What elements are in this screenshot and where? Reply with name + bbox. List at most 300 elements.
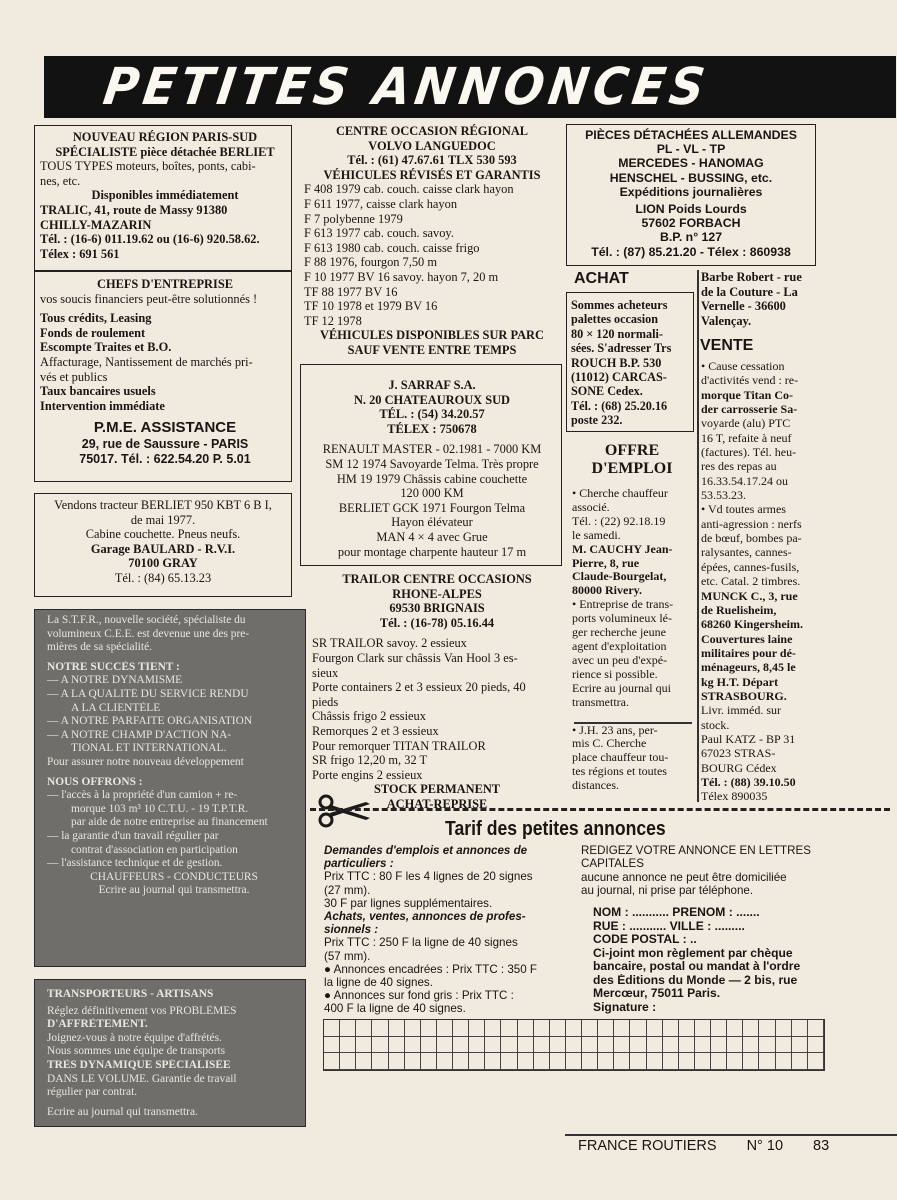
text-line: 80000 Rivery.	[572, 584, 642, 598]
text-line: DANS LE VOLUME. Garantie de travail	[47, 1072, 237, 1085]
text-line: Tél. : (87) 85.21.20 - Télex : 860938	[591, 244, 791, 259]
text-line: kg H.T. Départ	[701, 674, 779, 689]
text-line: 400 F la ligne de 40 signes.	[324, 1002, 466, 1016]
text-line: d'activités vend : re-	[701, 373, 799, 388]
text-line: (57 mm).	[324, 949, 371, 963]
letter-cell[interactable]	[421, 1037, 437, 1054]
text-line: ● Annonces encadrées : Prix TTC : 350 F	[324, 962, 538, 976]
ad-volvo	[304, 124, 560, 358]
text-line: Garage BAULARD - R.V.I.	[90, 541, 236, 556]
letter-cell[interactable]	[389, 1053, 405, 1070]
text-line: M. CAUCHY Jean-	[572, 542, 673, 556]
text-line: Achats, ventes, annonces de profes-	[324, 910, 526, 924]
text-line: de la Couture - La	[701, 284, 798, 299]
text-line: sées. S'adresser Trs	[571, 341, 672, 356]
text-line: REDIGEZ VOTRE ANNONCE EN LETTRES	[581, 844, 811, 857]
text-line: TF 88 1977 BV 16	[304, 284, 398, 299]
letter-cell[interactable]	[630, 1053, 646, 1070]
text-line: LION Poids Lourds	[635, 202, 747, 217]
text-line: CHAUFFEURS - CONDUCTEURS	[90, 870, 258, 883]
text-line: CENTRE OCCASION RÉGIONAL	[335, 124, 529, 138]
issue-number: N° 10	[746, 1138, 784, 1154]
text-line: MAN 4 × 4 avec Grue	[376, 529, 488, 544]
letter-cell[interactable]	[550, 1020, 566, 1037]
text-line: F 7 polybenne 1979	[304, 211, 403, 226]
text-line: F 613 1977 cab. couch. savoy.	[304, 226, 454, 241]
letter-cell[interactable]	[437, 1053, 453, 1070]
text-line: mis C. Cherche	[572, 737, 647, 751]
text-line: régulier par contrat.	[47, 1086, 138, 1099]
text-line: NOUVEAU RÉGION PARIS-SUD	[72, 130, 258, 144]
ad-barbe	[701, 270, 819, 329]
letter-cell[interactable]	[776, 1020, 792, 1037]
text-line: particuliers :	[324, 857, 394, 871]
text-line: Sommes acheteurs	[571, 298, 668, 312]
ad-chefs-text	[40, 277, 290, 467]
letter-cell[interactable]	[324, 1020, 340, 1037]
text-line: Paul KATZ - BP 31	[701, 731, 796, 746]
text-line: PL - VL - TP	[656, 142, 726, 157]
letter-cell[interactable]	[485, 1020, 501, 1037]
text-line: morque Titan Co-	[701, 387, 794, 402]
letter-cell[interactable]	[534, 1020, 550, 1037]
letter-cell[interactable]	[534, 1053, 550, 1070]
text-line: • J.H. 23 ans, per-	[572, 723, 658, 737]
letter-cell[interactable]	[324, 1053, 340, 1070]
text-line: Hayon élévateur	[391, 515, 473, 530]
letter-cell[interactable]	[727, 1037, 743, 1054]
letter-cell[interactable]	[759, 1053, 775, 1070]
text-line: Taux bancaires usuels	[40, 384, 156, 399]
letter-cell[interactable]	[389, 1020, 405, 1037]
text-line: ● Annonces sur fond gris : Prix TTC :	[324, 989, 514, 1003]
text-line: Joignez-vous à notre équipe d'affrétés.	[47, 1031, 222, 1044]
text-line: SM 12 1974 Savoyarde Telma. Très propre	[325, 456, 539, 471]
text-line: B.P. n° 127	[659, 230, 723, 245]
letter-cell[interactable]	[582, 1053, 598, 1070]
text-line: F 613 1980 cab. couch. caisse frigo	[304, 240, 480, 255]
text-line: D'AFFRÈTEMENT.	[47, 1018, 148, 1031]
text-line: BOURG Cédex	[701, 760, 777, 775]
letter-cell[interactable]	[582, 1037, 598, 1054]
text-line: Nous sommes une équipe de transports	[47, 1045, 226, 1058]
page-banner	[44, 56, 896, 118]
letter-cell[interactable]	[808, 1020, 824, 1037]
vente-heading: VENTE	[700, 337, 754, 354]
letter-cell[interactable]	[485, 1053, 501, 1070]
text-line: mières de sa spécialité.	[47, 641, 153, 654]
letter-cell[interactable]	[469, 1037, 485, 1054]
text-line: Tél. : (84) 65.13.23	[114, 570, 212, 585]
text-line: sionnels :	[324, 923, 379, 937]
text-line: Disponibles immédiatement	[91, 188, 239, 203]
letter-cell[interactable]	[711, 1037, 727, 1054]
ad-sarraf-text	[304, 378, 560, 559]
letter-cell[interactable]	[598, 1020, 614, 1037]
text-line: SR TRAILOR savoy. 2 essieux	[312, 636, 467, 651]
text-line: BERLIET GCK 1971 Fourgon Telma	[338, 500, 526, 515]
text-line: Affacturage, Nantissement de marchés pri-	[40, 354, 253, 369]
text-line: Tous crédits, Leasing	[40, 311, 152, 326]
text-line: 57602 FORBACH	[641, 216, 741, 231]
footer-rule	[565, 1134, 897, 1136]
letter-cell[interactable]	[743, 1037, 759, 1054]
letter-cell[interactable]	[808, 1053, 824, 1070]
text-line: J. SARRAF S.A.	[388, 378, 476, 392]
letter-cell[interactable]	[695, 1037, 711, 1054]
text-line: Tél. : (88) 39.10.50	[701, 774, 796, 789]
letter-cell[interactable]	[743, 1053, 759, 1070]
text-line: Vernelle - 36600	[701, 299, 786, 314]
text-line: 29, rue de Saussure - PARIS	[81, 437, 249, 452]
ad-tracteur-text	[38, 498, 288, 586]
text-line: volumineux C.E.E. est devenue une des pre-	[47, 627, 250, 640]
text-line: — A NOTRE DYNAMISME	[47, 674, 183, 687]
letter-cell[interactable]	[647, 1020, 663, 1037]
letter-cell[interactable]	[792, 1020, 808, 1037]
ad-trailor	[312, 572, 562, 812]
text-line: ralysantes, cannes-	[701, 545, 792, 560]
text-line: 68260 Kingersheim.	[701, 617, 803, 632]
ad-vente	[701, 359, 823, 804]
magazine-name: FRANCE ROUTIERS	[578, 1138, 717, 1154]
text-line: 53.53.23.	[701, 488, 746, 503]
letter-cell[interactable]	[711, 1020, 727, 1037]
order-form	[593, 906, 843, 1014]
text-line: anti-agression : nerfs	[701, 516, 802, 531]
text-line: HM 19 1979 Châssis cabine couchette	[336, 471, 528, 486]
text-line: F 408 1979 cab. couch. caisse clark hayon	[304, 182, 514, 197]
text-line: — l'accès à la propriété d'un camion + re-	[47, 789, 238, 802]
text-line: Barbe Robert - rue	[701, 270, 802, 284]
letter-cell[interactable]	[485, 1037, 501, 1054]
letter-cell[interactable]	[679, 1037, 695, 1054]
text-line: 30 F par lignes supplémentaires.	[324, 896, 493, 910]
text-line: Couvertures laine	[701, 631, 793, 646]
letter-cell[interactable]	[695, 1053, 711, 1070]
ad-achat-text	[571, 298, 693, 428]
text-line: MUNCK C., 3, rue	[701, 588, 798, 603]
offre-heading	[572, 442, 692, 478]
text-line: Ci-joint mon règlement par chèque	[593, 946, 793, 960]
text-line: MERCEDES - HANOMAG	[618, 156, 764, 171]
letter-cell[interactable]	[776, 1037, 792, 1054]
text-line: Télex 890035	[701, 789, 768, 804]
text-line: Tél. : (68) 25.20.16	[571, 398, 668, 413]
text-line: 16 T, refaite à neuf	[701, 430, 792, 445]
letter-cell[interactable]	[582, 1020, 598, 1037]
text-line: Fourgon Clark sur châssis Van Hool 3 es-	[312, 650, 518, 665]
text-line: pieds	[312, 694, 339, 709]
text-line: 75017. Tél. : 622.54.20 P. 5.01	[79, 451, 251, 466]
text-line: A LA CLIENTÈLE	[71, 701, 161, 714]
text-line: TIONAL ET INTERNATIONAL.	[71, 742, 227, 755]
letter-cell[interactable]	[372, 1020, 388, 1037]
letter-cell[interactable]	[453, 1053, 469, 1070]
text-line: épées, cannes-fusils,	[701, 559, 800, 574]
letter-grid[interactable]	[323, 1019, 825, 1071]
letter-cell[interactable]	[792, 1037, 808, 1054]
text-line: TOUS TYPES moteurs, boîtes, ponts, cabi-	[40, 159, 256, 174]
letter-cell[interactable]	[356, 1053, 372, 1070]
divider	[574, 722, 692, 724]
letter-cell[interactable]	[405, 1037, 421, 1054]
text-line: transmettra.	[572, 695, 629, 709]
text-line: Porte containers 2 et 3 essieux 20 pieds, 40	[312, 680, 526, 695]
text-line: — A NOTRE PARFAITE ORGANISATION	[47, 715, 253, 728]
text-line: VOLVO LANGUEDOC	[368, 138, 496, 153]
letter-cell[interactable]	[776, 1053, 792, 1070]
letter-cell[interactable]	[437, 1037, 453, 1054]
text-line: ACHAT-REPRISE	[386, 796, 488, 811]
signature-field[interactable]: Signature :	[593, 1000, 657, 1014]
letter-cell[interactable]	[453, 1020, 469, 1037]
text-line: palettes occasion	[571, 312, 658, 327]
text-line: Cabine couchette. Pneus neufs.	[85, 527, 241, 542]
letter-cell[interactable]	[566, 1037, 582, 1054]
text-line: SPÉCIALISTE pièce détachée BERLIET	[55, 144, 275, 159]
text-line: Châssis frigo 2 essieux	[312, 709, 426, 724]
text-line: par aide de notre entreprise au financement	[71, 816, 268, 829]
letter-cell[interactable]	[630, 1037, 646, 1054]
banner-title: PETITES ANNONCES	[99, 58, 713, 117]
letter-cell[interactable]	[711, 1053, 727, 1070]
letter-cell[interactable]	[518, 1053, 534, 1070]
text-line: STOCK PERMANENT	[373, 782, 501, 797]
letter-cell[interactable]	[421, 1053, 437, 1070]
text-line: Demandes d'emplois et annonces de	[324, 844, 528, 857]
text-line: VÉHICULES RÉVISÉS ET GARANTIS	[323, 167, 541, 182]
ad-stfr	[34, 609, 306, 967]
letter-cell[interactable]	[437, 1020, 453, 1037]
letter-cell[interactable]	[534, 1037, 550, 1054]
text-line: ROUCH B.P. 530	[571, 355, 662, 370]
letter-cell[interactable]	[598, 1037, 614, 1054]
text-line: — la garantie d'un travail régulier par	[47, 829, 219, 842]
text-line: ports volumineux lé-	[572, 612, 672, 626]
text-line: Valençay.	[701, 314, 752, 329]
letter-cell[interactable]	[405, 1020, 421, 1037]
text-line: militaires pour dé-	[701, 645, 796, 660]
text-line: NOTRE SUCCÈS TIENT :	[47, 660, 180, 673]
text-line: OFFRE	[604, 442, 660, 459]
text-line: TÉLEX : 750678	[387, 421, 477, 436]
text-line: Tél. : (16-78) 05.16.44	[379, 615, 495, 630]
tarif-instructions	[581, 844, 831, 897]
text-line: Pour remorquer TITAN TRAILOR	[312, 738, 486, 753]
text-line: Remorques 2 et 3 essieux	[312, 723, 439, 738]
text-line: associé.	[572, 500, 610, 514]
text-line: distances.	[572, 779, 619, 793]
letter-cell[interactable]	[792, 1053, 808, 1070]
text-line: SONE Cedex.	[571, 384, 643, 399]
column-divider	[697, 270, 699, 802]
letter-cell[interactable]	[389, 1037, 405, 1054]
text-line: avec un peu d'expé-	[572, 653, 668, 667]
letter-cell[interactable]	[566, 1053, 582, 1070]
text-line: RHONE-ALPES	[392, 586, 482, 601]
name-field[interactable]: NOM : ........... PRENOM : .......	[593, 906, 760, 919]
text-line: — A NOTRE CHAMP D'ACTION NA-	[47, 728, 232, 741]
text-line: TÉL. : (54) 34.20.57	[379, 407, 485, 422]
text-line: de Ruelisheim,	[701, 602, 777, 617]
letter-cell[interactable]	[679, 1020, 695, 1037]
text-line: (factures). Tél. heu-	[701, 445, 797, 460]
letter-cell[interactable]	[518, 1037, 534, 1054]
letter-cell[interactable]	[372, 1053, 388, 1070]
text-line: pour montage charpente hauteur 17 m	[337, 544, 527, 559]
text-line: Fonds de roulement	[40, 325, 146, 340]
letter-cell[interactable]	[469, 1053, 485, 1070]
text-line: Livr. imméd. sur	[701, 703, 781, 718]
text-line: • Cherche chauffeur	[572, 487, 668, 500]
text-line: Ecrire au journal qui transmettra.	[47, 1105, 198, 1118]
text-line: RENAULT MASTER - 02.1981 - 7000 KM	[322, 442, 542, 457]
text-line: contrat d'association en participation	[71, 843, 238, 856]
letter-cell[interactable]	[808, 1037, 824, 1054]
ad-berliet-text	[40, 130, 290, 261]
text-line: 16.33.54.17.24 ou	[701, 473, 788, 488]
text-line: CHILLY-MAZARIN	[40, 217, 152, 232]
letter-cell[interactable]	[663, 1020, 679, 1037]
postcode-field[interactable]: CODE POSTAL : ..	[593, 933, 697, 946]
text-line: Ecrire au journal qui	[572, 681, 671, 695]
tarif-prices	[324, 844, 572, 1016]
letter-cell[interactable]	[614, 1053, 630, 1070]
text-line: SR frigo 12,20 m, 32 T	[312, 753, 428, 768]
letter-cell[interactable]	[695, 1020, 711, 1037]
letter-cell[interactable]	[550, 1037, 566, 1054]
letter-cell[interactable]	[501, 1037, 517, 1054]
text-line: TRAILOR CENTRE OCCASIONS	[342, 572, 532, 586]
text-line: tes régions et toutes	[572, 765, 667, 779]
letter-cell[interactable]	[759, 1037, 775, 1054]
text-line: TRÈS DYNAMIQUE SPÉCIALISÉE	[47, 1058, 231, 1071]
letter-cell[interactable]	[647, 1053, 663, 1070]
letter-cell[interactable]	[727, 1053, 743, 1070]
text-line: TF 12 1978	[304, 313, 362, 328]
text-line: SAUF VENTE ENTRE TEMPS	[347, 342, 517, 357]
text-line: le samedi.	[572, 528, 621, 542]
letter-cell[interactable]	[372, 1037, 388, 1054]
text-line: CAPITALES	[581, 857, 644, 871]
letter-cell[interactable]	[759, 1020, 775, 1037]
text-line: Tél. : (61) 47.67.61 TLX 530 593	[347, 153, 517, 168]
text-line: ménageurs, 8,45 le	[701, 660, 796, 675]
letter-cell[interactable]	[663, 1037, 679, 1054]
text-line: 80 × 120 normali-	[571, 326, 663, 341]
letter-cell[interactable]	[421, 1020, 437, 1037]
letter-cell[interactable]	[340, 1037, 356, 1054]
ad-transporteurs	[34, 979, 306, 1127]
letter-cell[interactable]	[340, 1053, 356, 1070]
text-line: Vendons tracteur BERLIET 950 KBT 6 B I,	[54, 498, 272, 512]
text-line: Réglez définitivement vos PROBLÈMES	[47, 1004, 237, 1017]
text-line: STRASBOURG.	[701, 688, 787, 703]
page-number: 83	[813, 1138, 830, 1154]
text-line: Prix TTC : 250 F la ligne de 40 signes	[324, 936, 518, 950]
text-line: Tél. : (22) 92.18.19	[572, 514, 666, 528]
letter-cell[interactable]	[679, 1053, 695, 1070]
text-line: Porte engins 2 essieux	[312, 767, 423, 782]
text-line: ger recherche jeune	[572, 626, 666, 640]
letter-cell[interactable]	[566, 1020, 582, 1037]
text-line: Expéditions journalières	[619, 184, 763, 199]
letter-cell[interactable]	[550, 1053, 566, 1070]
letter-cell[interactable]	[630, 1020, 646, 1037]
tarif-title: Tarif des petites annonces	[445, 818, 666, 840]
letter-cell[interactable]	[356, 1020, 372, 1037]
text-line: etc. Catal. 2 timbres.	[701, 574, 801, 589]
company-name: P.M.E. ASSISTANCE	[93, 419, 237, 437]
letter-cell[interactable]	[453, 1037, 469, 1054]
text-line: de mai 1977.	[130, 512, 196, 527]
letter-cell[interactable]	[518, 1020, 534, 1037]
letter-cell[interactable]	[469, 1020, 485, 1037]
text-line: TRANSPORTEURS - ARTISANS	[47, 988, 214, 1000]
text-line: TF 10 1978 et 1979 BV 16	[304, 299, 438, 314]
text-line: de bœuf, bombes pa-	[701, 531, 802, 546]
text-line: place chauffeur tou-	[572, 751, 669, 765]
letter-cell[interactable]	[501, 1020, 517, 1037]
text-line: F 88 1976, fourgon 7,50 m	[304, 255, 437, 270]
letter-cell[interactable]	[598, 1053, 614, 1070]
text-line: 120 000 KM	[400, 486, 464, 501]
text-line: aucune annonce ne peut être domiciliée	[581, 870, 787, 884]
text-line: morque 103 m³ 10 C.T.U. - 19 T.P.T.R.	[71, 802, 249, 815]
letter-cell[interactable]	[663, 1053, 679, 1070]
text-line: Prix TTC : 80 F les 4 lignes de 20 signes	[324, 870, 533, 884]
text-line: — A LA QUALITÉ DU SERVICE RENDU	[47, 687, 249, 700]
text-line: Intervention immédiate	[40, 398, 165, 413]
text-line: PIÈCES DÉTACHÉES ALLEMANDES	[585, 128, 797, 142]
text-line: Pierre, 8, rue	[572, 556, 640, 570]
text-line: D'EMPLOI	[591, 460, 673, 477]
text-line: des Éditions du Monde — 2 bis, rue	[593, 973, 798, 987]
letter-cell[interactable]	[727, 1020, 743, 1037]
letter-cell[interactable]	[340, 1020, 356, 1037]
cut-line	[310, 808, 890, 811]
text-line: (11012) CARCAS-	[571, 370, 667, 385]
letter-cell[interactable]	[356, 1037, 372, 1054]
page-footer	[578, 1138, 888, 1154]
letter-cell[interactable]	[647, 1037, 663, 1054]
text-line: Pour assurer notre nouveau développement	[47, 755, 244, 768]
text-line: (27 mm).	[324, 883, 371, 897]
text-line: res des repas au	[701, 459, 777, 474]
text-line: bancaire, postal ou mandat à l'ordre	[593, 960, 801, 973]
letter-cell[interactable]	[743, 1020, 759, 1037]
text-line: • Entreprise de trans-	[572, 598, 674, 612]
text-line: stock.	[701, 717, 730, 732]
text-line: Claude-Bourgelat,	[572, 570, 667, 584]
text-line: agent d'exploitation	[572, 639, 667, 653]
text-line: • Cause cessation	[701, 359, 785, 373]
text-line: 67023 STRAS-	[701, 746, 776, 761]
letter-cell[interactable]	[405, 1053, 421, 1070]
letter-cell[interactable]	[614, 1020, 630, 1037]
address-field[interactable]: RUE : ........... VILLE : .........	[593, 919, 745, 933]
letter-cell[interactable]	[614, 1037, 630, 1054]
text-line: vos soucis financiers peut-être solutionnés !	[40, 291, 258, 306]
text-line: voyarde (alu) PTC	[701, 416, 791, 431]
letter-cell[interactable]	[501, 1053, 517, 1070]
ad-offre-emploi	[572, 487, 696, 793]
letter-cell[interactable]	[324, 1037, 340, 1054]
text-line: Télex : 691 561	[40, 246, 120, 261]
text-line: • Vd toutes armes	[701, 502, 786, 517]
text-line: NOUS OFFRONS :	[47, 775, 143, 788]
